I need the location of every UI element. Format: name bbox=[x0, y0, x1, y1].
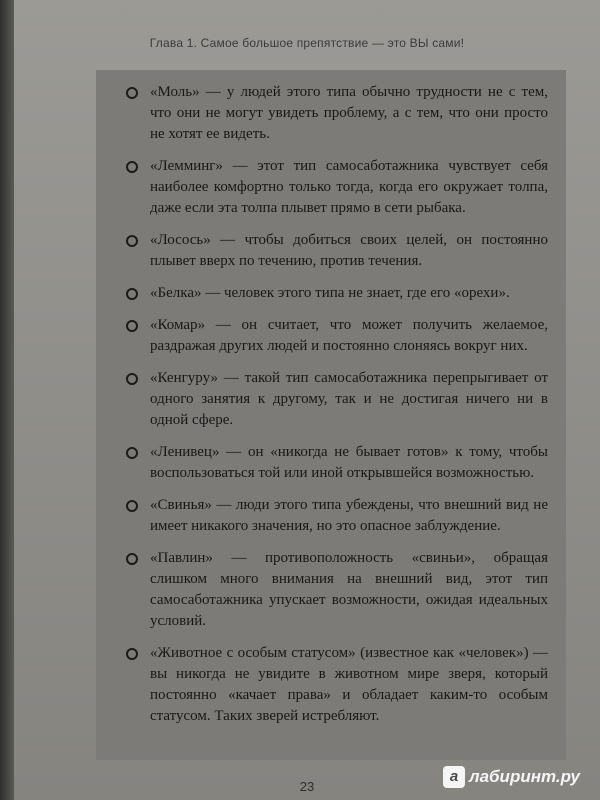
list-item bbox=[124, 368, 548, 431]
list-item-text: «Кенгуру» — такой тип самосаботажника перепрыгивает от одного занятия к другому, так и не достигая ничего ни в одной сфере. bbox=[150, 370, 548, 428]
bullet-circle-icon bbox=[126, 87, 138, 99]
book-spine bbox=[0, 0, 14, 800]
watermark-text: лабиринт.ру bbox=[469, 767, 580, 786]
list-item bbox=[124, 643, 548, 727]
bullet-circle-icon bbox=[126, 648, 138, 660]
list-item-text: «Белка» — человек этого типа не знает, где его «орехи». bbox=[150, 285, 510, 301]
list-item-text: «Лемминг» — этот тип самосаботажника чувствует себя наиболее комфортно только тогда, когда его окружает толпа, даже если эта толпа плывет прямо в сети рыбака. bbox=[150, 158, 548, 216]
list-item-text: «Моль» — у людей этого типа обычно трудности не с тем, что они не могут увидеть проблему, а с тем, что они просто не хотят ее видеть. bbox=[150, 84, 548, 142]
list-item-text: «Ленивец» — он «никогда не бывает готов» к тому, чтобы воспользоваться той или иной открывшейся возможностью. bbox=[150, 444, 548, 481]
bullet-circle-icon bbox=[126, 553, 138, 565]
list-item-text: «Лосось» — чтобы добиться своих целей, он постоянно плывет вверх по течению, против течения. bbox=[150, 232, 548, 269]
bullet-circle-icon bbox=[126, 235, 138, 247]
bullet-circle-icon bbox=[126, 373, 138, 385]
bullet-circle-icon bbox=[126, 320, 138, 332]
list-item bbox=[124, 283, 548, 304]
list-item bbox=[124, 156, 548, 219]
list-item bbox=[124, 495, 548, 537]
bullet-circle-icon bbox=[126, 447, 138, 459]
list-item-text: «Павлин» — противоположность «свиньи», обращая слишком много внимания на внешний вид, этот тип самосаботажника упускает возможности, ожидая идеальных условий. bbox=[150, 550, 548, 629]
bullet-circle-icon bbox=[126, 161, 138, 173]
bullet-circle-icon bbox=[126, 288, 138, 300]
list-item bbox=[124, 82, 548, 145]
labirint-logo-icon: а bbox=[443, 766, 465, 788]
running-head: Глава 1. Самое большое препятствие — это ВЫ сами! bbox=[149, 36, 465, 50]
list-item-text: «Животное с особым статусом» (известное как «человек») — вы никогда не увидите в животном мире зверя, который постоянно «качает права» и обладает каким-то особым статусом. Таких зверей истребляют. bbox=[150, 645, 548, 724]
list-item bbox=[124, 548, 548, 632]
list-item-text: «Свинья» — люди этого типа убеждены, что внешний вид не имеет никакого значения, но это опасное заблуждение. bbox=[150, 497, 548, 534]
watermark bbox=[443, 766, 580, 788]
book-page bbox=[14, 0, 600, 800]
list-item bbox=[124, 315, 548, 357]
page-number: 23 bbox=[299, 779, 315, 794]
bullet-circle-icon bbox=[126, 500, 138, 512]
list-item-text: «Комар» — он считает, что может получить желаемое, раздражая других людей и постоянно слоняясь вокруг них. bbox=[150, 317, 548, 354]
shaded-list-box bbox=[96, 70, 566, 760]
list-item bbox=[124, 230, 548, 272]
list-item bbox=[124, 442, 548, 484]
